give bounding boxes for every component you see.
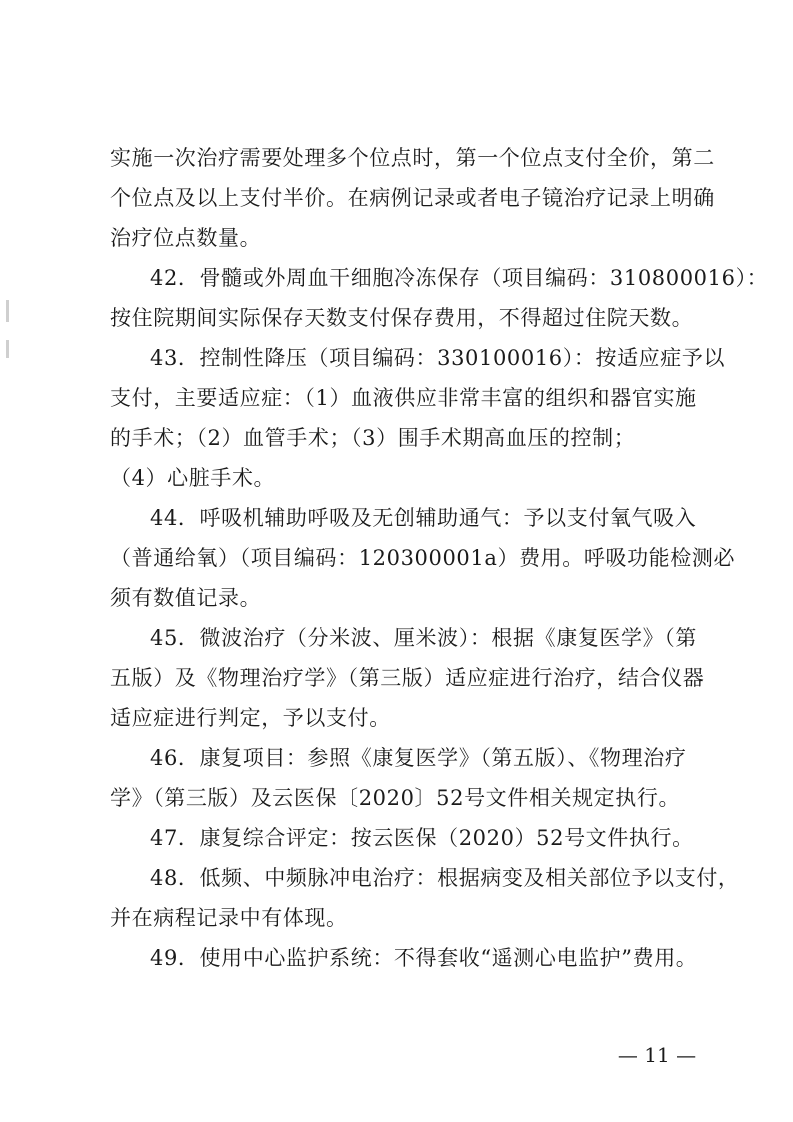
page-number: — 11 — xyxy=(617,1043,697,1067)
body-text-line: 并在病程记录中有体现。 xyxy=(110,906,348,930)
body-text-line: 实施一次治疗需要处理多个位点时，第一个位点支付全价，第二 xyxy=(110,146,715,170)
item-46-heading-line: 46．康复项目：参照《康复医学》（第五版）、《物理治疗 xyxy=(150,746,687,770)
body-text-line: 学》（第三版）及云医保〔2020〕52号文件相关规定执行。 xyxy=(110,786,681,810)
body-text-line: 个位点及以上支付半价。在病例记录或者电子镜治疗记录上明确 xyxy=(110,186,715,210)
body-text-line: 的手术；（2）血管手术；（3）围手术期高血压的控制； xyxy=(110,426,636,450)
item-45-heading-line: 45．微波治疗（分米波、厘米波）：根据《康复医学》（第 xyxy=(150,626,697,650)
item-42-heading-line: 42．骨髓或外周血干细胞冷冻保存（项目编码：310800016）： xyxy=(150,266,769,290)
body-text-line: 适应症进行判定，予以支付。 xyxy=(110,706,391,730)
body-text-line: （4）心脏手术。 xyxy=(110,466,276,490)
body-text-line: 须有数值记录。 xyxy=(110,586,262,610)
item-44-heading-line: 44．呼吸机辅助呼吸及无创辅助通气：予以支付氧气吸入 xyxy=(150,506,697,530)
item-49-line: 49．使用中心监护系统：不得套收“遥测心电监护”费用。 xyxy=(150,946,698,970)
margin-binding-mark xyxy=(6,340,9,358)
body-text-line: （普通给氧）（项目编码：120300001a）费用。呼吸功能检测必 xyxy=(110,546,736,570)
body-text-line: 按住院期间实际保存天数支付保存费用，不得超过住院天数。 xyxy=(110,306,694,330)
item-47-line: 47．康复综合评定：按云医保（2020）52号文件执行。 xyxy=(150,826,694,850)
item-43-heading-line: 43．控制性降压（项目编码：330100016）：按适应症予以 xyxy=(150,346,726,370)
margin-binding-mark xyxy=(6,300,9,322)
body-text-line: 治疗位点数量。 xyxy=(110,226,262,250)
body-text-line: 支付，主要适应症：（1）血液供应非常丰富的组织和器官实施 xyxy=(110,386,697,410)
body-text-line: 五版）及《物理治疗学》（第三版）适应症进行治疗，结合仪器 xyxy=(110,666,705,690)
item-48-heading-line: 48．低频、中频脉冲电治疗：根据病变及相关部位予以支付， xyxy=(150,866,740,890)
